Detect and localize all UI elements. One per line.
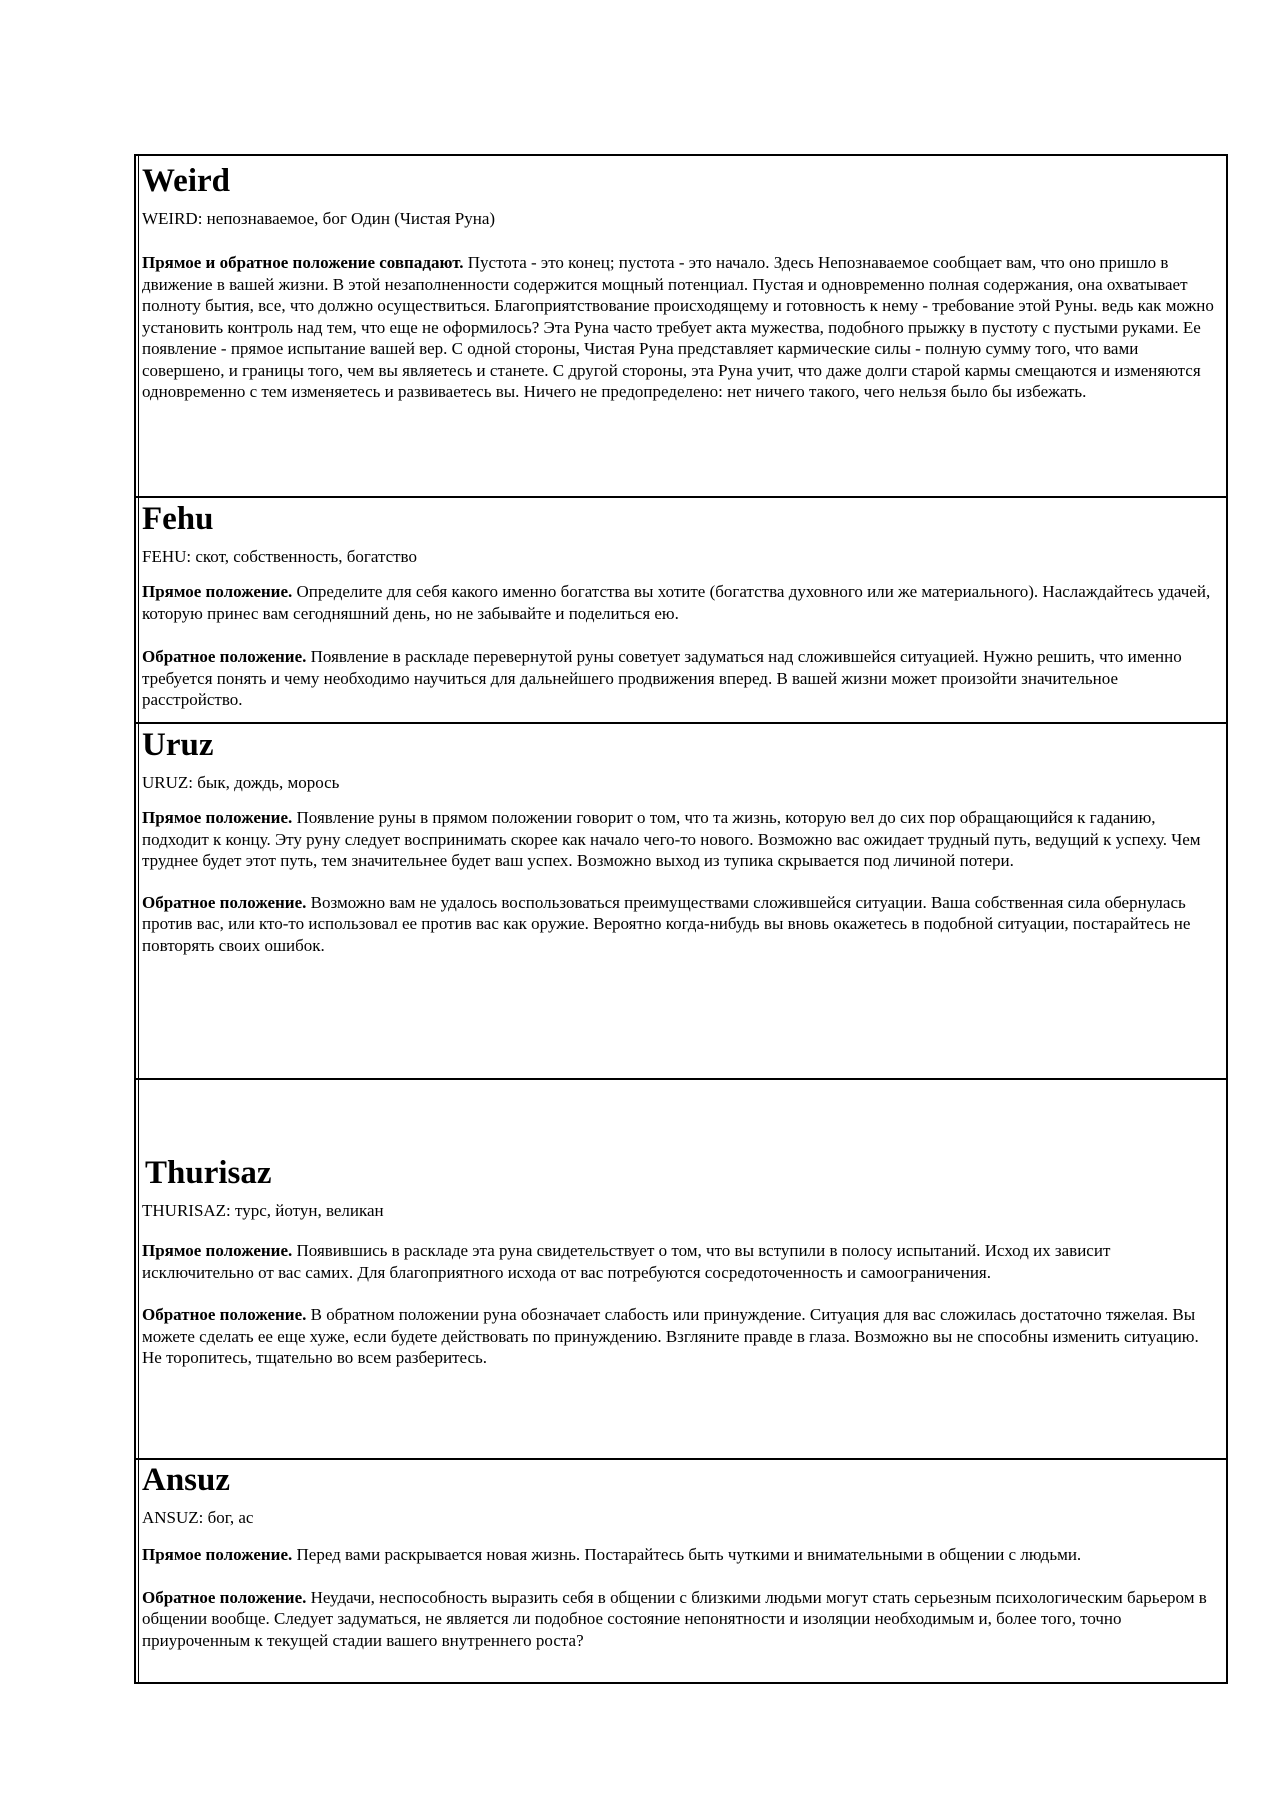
reversed-description [142,1304,1220,1369]
rune-meaning: FEHU: скот, собственность, богатство [142,547,417,566]
rune-title: Weird [142,163,230,199]
rune-title: Thurisaz [145,1155,272,1191]
rune-meaning: THURISAZ: турс, йотун, великан [142,1201,384,1220]
rune-cell-weird [136,156,1226,498]
rune-description [142,252,1220,403]
paragraph-label: Прямое положение. [142,808,293,827]
paragraph-text: Неудачи, неспособность выразить себя в общении с близкими людьми могут стать серьезным психологическим барьером в общении вообще. Следует задуматься, не является ли подобное состояние непонятности и изоляции необходимым и, более того, точно приуроченным к текущей стадии вашего внутреннего роста? [142,1587,1207,1650]
rune-title: Ansuz [142,1462,231,1498]
rune-cell-uruz [136,724,1226,1080]
paragraph-text: Появившись в раскладе эта руна свидетельствует о том, что вы вступили в полосу испытаний. Исход их зависит исключительно от вас самих. Для благоприятного исхода от вас потребуются сосредоточенность и самоограничения. [142,1241,1111,1282]
rune-table [134,154,1228,1684]
paragraph-label: Обратное положение. [142,1587,307,1607]
rune-title: Fehu [142,501,214,537]
paragraph-label: Прямое положение. [142,1545,293,1564]
reversed-description [142,892,1220,957]
paragraph-text: Определите для себя какого именно богатства вы хотите (богатства духовного или же материального). Наслаждайтесь удачей, которую принес вам сегодняшний день, но не забывайте и поделиться ею. [142,582,1211,623]
paragraph-label: Прямое положение. [142,582,293,601]
paragraph-text: В обратном положении руна обозначает слабость или принуждение. Ситуация для вас сложилась достаточно тяжелая. Вы можете сделать ее еще хуже, если будете действовать по принуждению. Взгляните правде в глаза. Возможно вы не способны изменить ситуацию. Не торопитесь, тщательно во всем разберитесь. [142,1305,1199,1367]
paragraph-label: Обратное положение. [142,1305,307,1324]
reversed-description [142,646,1220,711]
upright-description [142,1544,1220,1566]
rune-cell-fehu [136,498,1226,724]
paragraph-label: Обратное положение. [142,892,307,912]
upright-description [142,581,1220,624]
rune-meaning: URUZ: бык, дождь, морось [142,773,340,792]
paragraph-text: Появление в раскладе перевернутой руны советует задуматься над сложившейся ситуацией. Нужно решить, что именно требуется понять и чему необходимо научиться для дальнейшего продвижения вперед. В вашей жизни может произойти значительное расстройство. [142,647,1182,709]
paragraph-label: Прямое положение. [142,1241,293,1260]
upright-description [142,807,1220,872]
paragraph-label: Обратное положение. [142,647,307,666]
rune-title: Uruz [142,727,214,763]
reversed-description [142,1587,1220,1652]
paragraph-text: Перед вами раскрывается новая жизнь. Постарайтесь быть чуткими и внимательными в общении с людьми. [292,1545,1082,1564]
rune-cell-thurisaz [136,1080,1226,1460]
paragraph-text: Появление руны в прямом положении говорит о том, что та жизнь, которую вел до сих пор обращающийся к гаданию, подходит к концу. Эту руну следует воспринимать скорее как начало чего-то нового. Возможно вас ожидает трудный путь, ведущий к успеху. Чем труднее будет этот путь, тем значительнее будет ваш успех. Возможно выход из тупика скрывается под личиной потери. [142,808,1201,870]
rune-meaning: WEIRD: непознаваемое, бог Один (Чистая Руна) [142,209,496,228]
paragraph-text: Возможно вам не удалось воспользоваться преимуществами сложившейся ситуации. Ваша собственная сила обернулась против вас, или кто-то использовал ее против вас как оружие. Вероятно когда-нибудь вы вновь окажетесь в подобной ситуации, постарайтесь не повторять своих ошибок. [142,892,1191,955]
paragraph-label: Прямое и обратное положение совпадают. [142,253,464,272]
rune-cell-ansuz [136,1460,1226,1682]
upright-description [142,1240,1220,1283]
rune-meaning: ANSUZ: бог, ас [142,1508,254,1527]
paragraph-text: Пустота - это конец; пустота - это начало. Здесь Непознаваемое сообщает вам, что оно пришло в движение в вашей жизни. В этой незаполненности содержится мощный потенциал. Пустая и одновременно полная содержания, она охватывает полноту бытия, все, что должно осуществиться. Благоприятствование происходящему и готовность к нему - требование этой Руны. ведь как можно установить контроль над тем, что еще не оформилось? Эта Руна часто требует акта мужества, подобного прыжку в пустоту с пустыми руками. Ее появление - прямое испытание вашей вер. С одной стороны, Чистая Руна представляет кармические силы - полную сумму того, что вами совершено, и границы того, чем вы являетесь и станете. С другой стороны, эта Руна учит, что даже долги старой кармы смещаются и изменяются одновременно с тем изменяетесь и развиваетесь вы. Ничего не предопределено: нет ничего такого, чего нельзя было бы избежать. [142,253,1214,401]
